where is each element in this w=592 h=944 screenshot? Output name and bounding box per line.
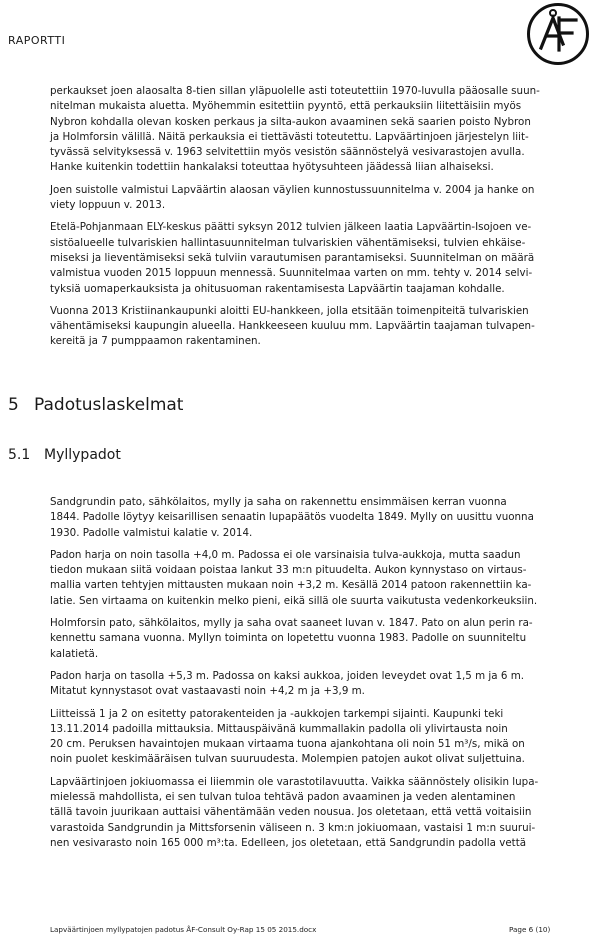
text-line: kennettu samana vuonna. Myllyn toiminta on lopetettu vuonna 1983. Padolle on suunniteltu <box>50 632 527 645</box>
paragraph <box>50 707 562 768</box>
paragraph <box>50 495 562 541</box>
text-line: Joen suistolle valmistui Lapväärtin alaosan väylien kunnostussuunnitelma v. 2004 ja hanke on <box>50 183 535 196</box>
af-logo <box>526 2 590 66</box>
text-line: Mitatut kynnystasot ovat vastaavasti noin +4,2 m ja +3,9 m. <box>50 685 365 698</box>
body-text-top <box>50 84 562 350</box>
text-line: perkaukset joen alaosalta 8-tien sillan yläpuolelle asti toteutettiin 1970-luvulla pääosalle suun- <box>50 85 540 97</box>
text-line: tiedon mukaan siitä voidaan poistaa lankut 33 m:n pituudelta. Aukon kynnystaso on virtaus- <box>50 564 527 577</box>
paragraph <box>50 220 562 296</box>
header-label: RAPORTTI <box>8 34 66 47</box>
paragraph <box>50 775 562 851</box>
paragraph <box>50 669 562 700</box>
paragraph <box>50 304 562 350</box>
text-line: Vuonna 2013 Kristiinankaupunki aloitti EU-hankkeen, jolla etsitään toimenpiteitä tulvariskien <box>50 304 529 317</box>
section-heading <box>8 395 183 415</box>
paragraph <box>50 183 562 214</box>
text-line: vähentämiseksi kaupungin alueella. Hankkeeseen kuuluu mm. Lapväärtin taajaman tulvapen- <box>50 320 535 333</box>
footer-page-number: Page 6 (10) <box>509 925 551 934</box>
subsection-heading <box>8 447 121 463</box>
text-line: Nybron kohdalla olevan kosken perkaus ja silta-aukon avaaminen sekä saarien poisto Nybron <box>50 115 531 128</box>
text-line: Liitteissä 1 ja 2 on esitetty patorakenteiden ja -aukkojen tarkempi sijainti. Kaupunki teki <box>50 707 504 720</box>
text-line: Padon harja on noin tasolla +4,0 m. Padossa ei ole varsinaisia tulva-aukkoja, mutta saadun <box>50 548 521 561</box>
body-text-bottom <box>50 495 562 851</box>
text-line: Lapväärtinjoen jokiuomassa ei liiemmin ole varastotilavuutta. Vaikka säännöstely olisikin lupa- <box>50 775 539 788</box>
text-line: nitelman mukaista aluetta. Myöhemmin esitettiin pyyntö, että perkauksiin liitettäisiin myös <box>50 100 522 113</box>
text-line: miseksi ja lieventämiseksi sekä tulviin varautumisen parantamiseksi. Suunnitelman on määrä <box>50 251 535 264</box>
text-line: 20 cm. Peruksen havaintojen mukaan virtaama tuona ajankohtana oli noin 51 m³/s, mikä on <box>50 738 525 751</box>
footer-document-name: Lapväärtinjoen myllypatojen padotus ÅF-Consult Oy-Rap 15 05 2015.docx <box>50 925 317 934</box>
text-line: 1844. Padolle löytyy keisarillisen senaatin lupapäätös vuodelta 1849. Mylly on uusittu vuonna <box>50 511 534 524</box>
text-line: varastoida Sandgrundin ja Mittsforsenin väliseen n. 3 km:n jokiuomaan, vastaisi 1 m:n suurui- <box>50 821 536 834</box>
text-line: 13.11.2014 padoilla mittauksia. Mittauspäivänä kummallakin padolla oli ylivirtausta noin <box>50 722 508 735</box>
text-line: Padon harja on tasolla +5,3 m. Padossa on kaksi aukkoa, joiden leveydet ovat 1,5 m ja 6 m. <box>50 669 525 682</box>
text-line: sistöalueelle tulvariskien hallintasuunnitelman tulvariskien vähentämiseksi, tulvien ehkäise- <box>50 236 526 249</box>
text-line: latie. Sen virtaama on kuitenkin melko pieni, eikä sillä ole suurta vaikutusta vedenkorkeuksiin. <box>50 594 538 607</box>
section-number: 5 <box>8 395 19 415</box>
subsection-title: Myllypadot <box>44 447 121 463</box>
text-line: tällä tavoin juurikaan auttaisi vähentämään veden nousua. Jos oletetaan, että vettä voitaisiin <box>50 806 532 819</box>
text-line: ja Holmforsin välillä. Näitä perkauksia ei tiettävästi toteutettu. Lapväärtinjoen järjestelyn liit- <box>50 130 529 143</box>
subsection-number: 5.1 <box>8 447 31 463</box>
paragraph <box>50 548 562 609</box>
text-line: kereitä ja 7 pumppaamon rakentaminen. <box>50 335 261 348</box>
text-line: viety loppuun v. 2013. <box>50 199 166 212</box>
text-line: Etelä-Pohjanmaan ELY-keskus päätti syksyn 2012 tulvien jälkeen laatia Lapväärtin-Isojoen ve- <box>50 221 532 234</box>
text-line: nen vesivarasto noin 165 000 m³:ta. Edelleen, jos oletetaan, että Sandgrundin padolla vettä <box>50 836 527 849</box>
paragraph <box>50 84 562 176</box>
text-line: valmistua vuoden 2015 loppuun mennessä. Suunnitelmaa varten on mm. tehty v. 2014 selvi- <box>50 267 533 280</box>
paragraph <box>50 616 562 662</box>
text-line: Holmforsin pato, sähkölaitos, mylly ja saha ovat saaneet luvan v. 1847. Pato on alun perin ra- <box>50 617 533 630</box>
text-line: tyksiä uomaperkauksista ja ohitusuoman rakentamisesta Lapväärtin taajaman kohdalle. <box>50 282 505 295</box>
section-title: Padotuslaskelmat <box>34 395 184 415</box>
text-line: noin puolet keskimääräisen tulvan suuruudesta. Molempien patojen aukot olivat suljettuina. <box>50 753 525 766</box>
text-line: Sandgrundin pato, sähkölaitos, mylly ja saha on rakennettu ensimmäisen kerran vuonna <box>50 496 507 508</box>
text-line: 1930. Padolle valmistui kalatie v. 2014. <box>50 526 253 539</box>
text-line: tyvässä selvityksessä v. 1963 selvitettiin myös vesistön säännöstelyä vesivarastojen avulla. <box>50 146 525 159</box>
text-line: Hanke kuitenkin todettiin hankalaksi toteuttaa hyötysuhteen jäädessä liian alhaiseksi. <box>50 161 494 174</box>
text-line: mielessä mahdollista, ei sen tulvan tuloa tehtävä padon avaaminen ja veden alentaminen <box>50 791 516 804</box>
text-line: kalatietä. <box>50 647 99 660</box>
text-line: mallia varten tehtyjen mittausten mukaan noin +3,2 m. Kesällä 2014 patoon rakennettiin ka- <box>50 579 532 592</box>
